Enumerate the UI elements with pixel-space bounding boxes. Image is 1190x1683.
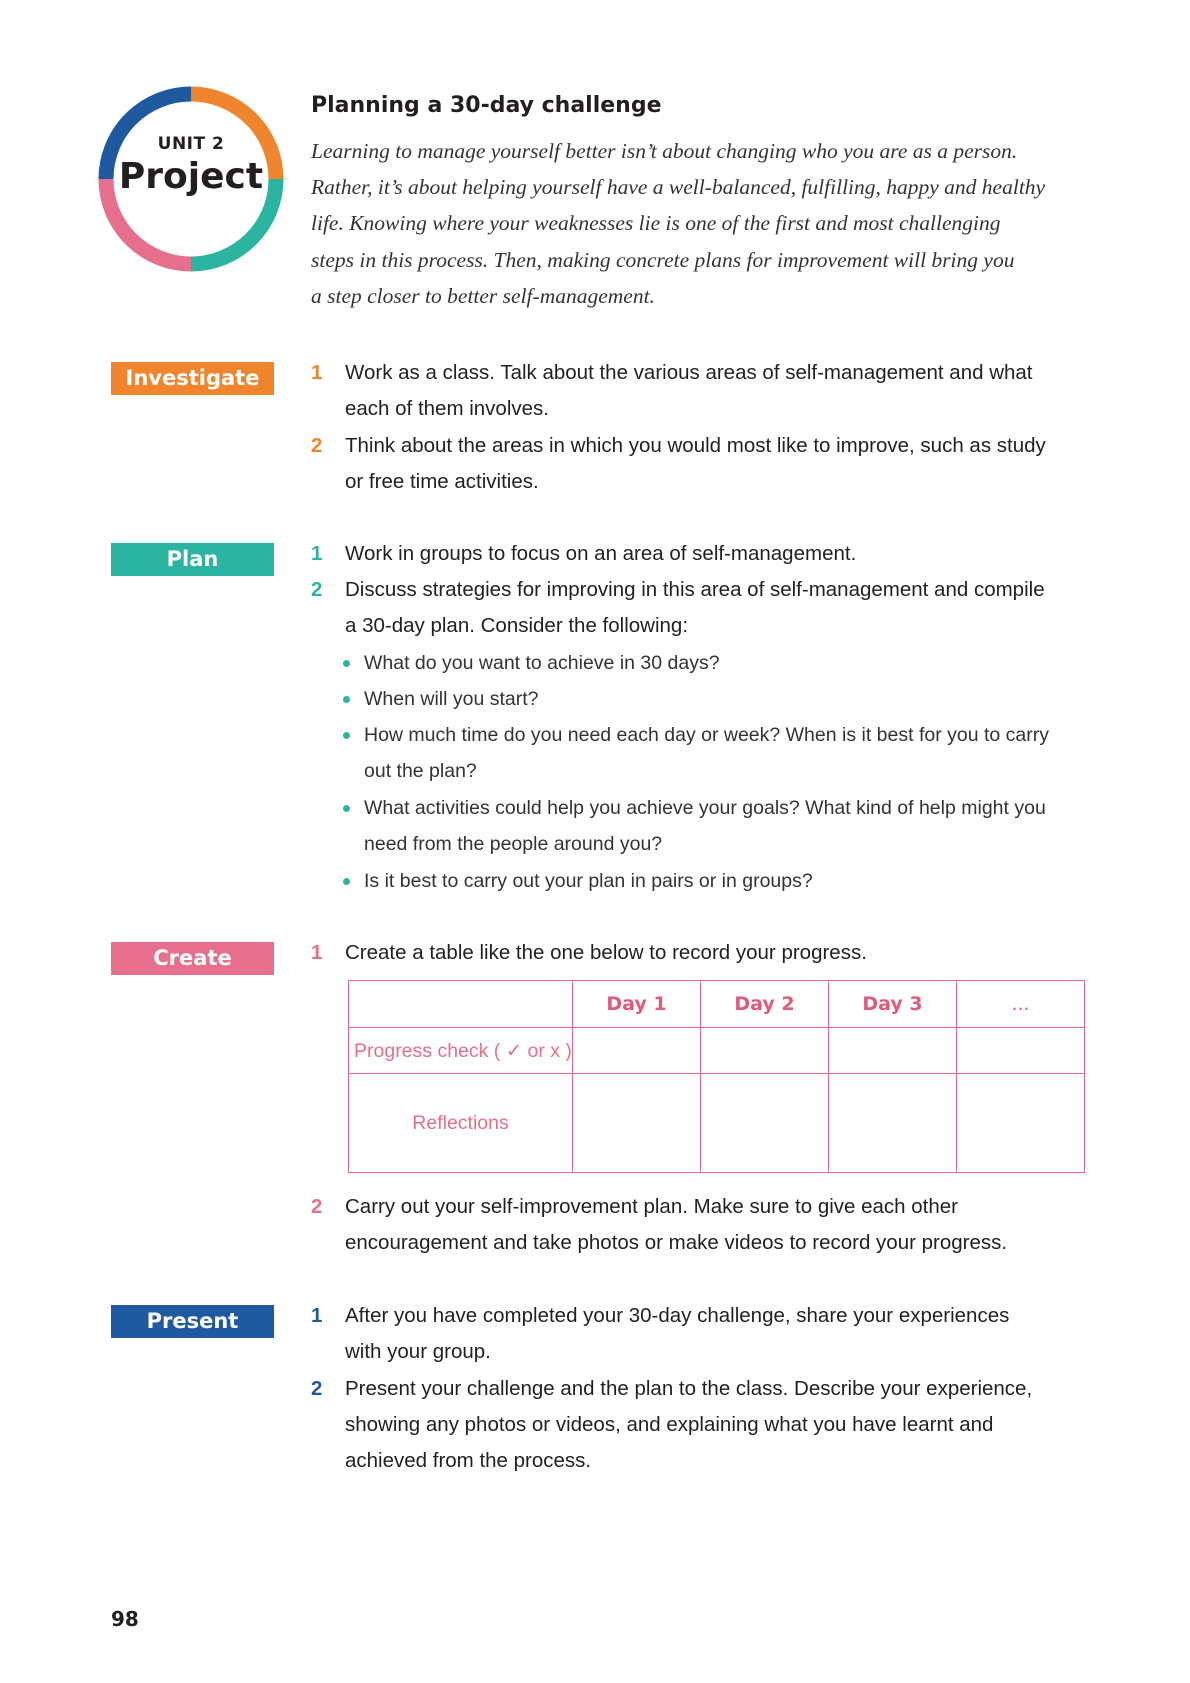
plan-bullet [343, 790, 1083, 862]
table-cell [701, 1028, 829, 1074]
item-number: 1 [311, 1304, 323, 1327]
present-item-1 [311, 1298, 1101, 1370]
create-item-2 [311, 1189, 1101, 1261]
item-line: each of them involves. [345, 397, 549, 421]
item-line: Present your challenge and the plan to the class. Describe your experience, [345, 1377, 1033, 1400]
present-item-2 [311, 1371, 1101, 1480]
item-line: Work in groups to focus on an area of self-management. [345, 542, 857, 565]
table-cell [829, 1074, 957, 1173]
item-number: 2 [311, 1377, 323, 1400]
investigate-item-1 [311, 355, 1101, 427]
table-cell [957, 1028, 1085, 1074]
item-number: 1 [311, 941, 323, 964]
bullet-dot-icon [343, 732, 350, 739]
badge-title: Project [118, 156, 264, 197]
table-row [349, 1028, 1085, 1074]
page-number: 98 [111, 1607, 139, 1631]
badge-unit-label: UNIT 2 [157, 134, 225, 154]
item-line: or free time activities. [345, 470, 539, 494]
unit-badge [96, 84, 286, 274]
table-cell [701, 1074, 829, 1173]
item-line: encouragement and take photos or make videos to record your progress. [345, 1231, 1008, 1255]
table-header-cell: Day 2 [701, 981, 829, 1028]
page-title: Planning a 30-day challenge [311, 93, 662, 118]
item-number: 2 [311, 578, 323, 601]
bullet-dot-icon [343, 805, 350, 812]
bullet-line: need from the people around you? [364, 833, 663, 856]
plan-bullet [343, 681, 1083, 717]
item-line: After you have completed your 30-day challenge, share your experiences [345, 1304, 1010, 1327]
intro-line: steps in this process. Then, making concrete plans for improvement will bring you [311, 247, 1015, 272]
table-header-cell: Day 3 [829, 981, 957, 1028]
item-line: achieved from the process. [345, 1449, 592, 1473]
table-header-cell: ... [957, 981, 1085, 1028]
plan-bullet [343, 645, 1083, 681]
bullet-dot-icon [343, 660, 350, 667]
item-line: Create a table like the one below to record your progress. [345, 941, 867, 964]
bullet-line: When will you start? [364, 688, 539, 710]
item-number: 2 [311, 434, 323, 457]
item-number: 1 [311, 361, 323, 384]
bullet-line: What activities could help you achieve your goals? What kind of help might you [364, 797, 1046, 819]
plan-bullet [343, 863, 1083, 899]
item-line: Think about the areas in which you would most like to improve, such as study [345, 434, 1046, 457]
item-number: 2 [311, 1195, 323, 1218]
plan-item-1 [311, 536, 1101, 572]
intro-line: Learning to manage yourself better isn’t about changing who you are as a person. [311, 139, 1018, 163]
item-line: showing any photos or videos, and explaining what you have learnt and [345, 1413, 994, 1437]
item-line: a 30-day plan. Consider the following: [345, 614, 689, 638]
section-label-present: Present [111, 1305, 274, 1338]
bullet-line: out the plan? [364, 760, 477, 783]
intro-paragraph [311, 133, 1111, 314]
intro-line: Rather, it’s about helping yourself have a well-balanced, fulfilling, happy and healthy [311, 175, 1046, 200]
section-label-investigate: Investigate [111, 362, 274, 395]
plan-item-2 [311, 572, 1101, 644]
table-cell [957, 1074, 1085, 1173]
item-line: Work as a class. Talk about the various areas of self-management and what [345, 361, 1033, 384]
investigate-item-2 [311, 428, 1101, 500]
intro-line: a step closer to better self-management. [311, 283, 655, 308]
item-number: 1 [311, 542, 323, 565]
bullet-dot-icon [343, 878, 350, 885]
item-line: Discuss strategies for improving in this area of self-management and compile [345, 578, 1045, 601]
table-header-row [349, 981, 1085, 1028]
bullet-line: Is it best to carry out your plan in pairs or in groups? [364, 870, 813, 892]
intro-line: life. Knowing where your weaknesses lie is one of the first and most challenging [311, 211, 1001, 236]
row-label: Progress check ( ✓ or x ) [349, 1028, 573, 1074]
item-line: Carry out your self-improvement plan. Make sure to give each other [345, 1195, 958, 1218]
table-header-cell: Day 1 [573, 981, 701, 1028]
create-item-1 [311, 935, 1101, 971]
section-label-create: Create [111, 942, 274, 975]
table-cell [573, 1028, 701, 1074]
bullet-dot-icon [343, 696, 350, 703]
item-line: with your group. [345, 1340, 491, 1364]
table-header-cell [349, 981, 573, 1028]
progress-table [348, 980, 1085, 1173]
row-label: Reflections [349, 1074, 573, 1173]
table-cell [573, 1074, 701, 1173]
section-label-plan: Plan [111, 543, 274, 576]
table-row [349, 1074, 1085, 1173]
bullet-line: How much time do you need each day or week? When is it best for you to carry [364, 724, 1049, 746]
plan-bullet [343, 717, 1083, 789]
bullet-line: What do you want to achieve in 30 days? [364, 652, 720, 674]
table-cell [829, 1028, 957, 1074]
